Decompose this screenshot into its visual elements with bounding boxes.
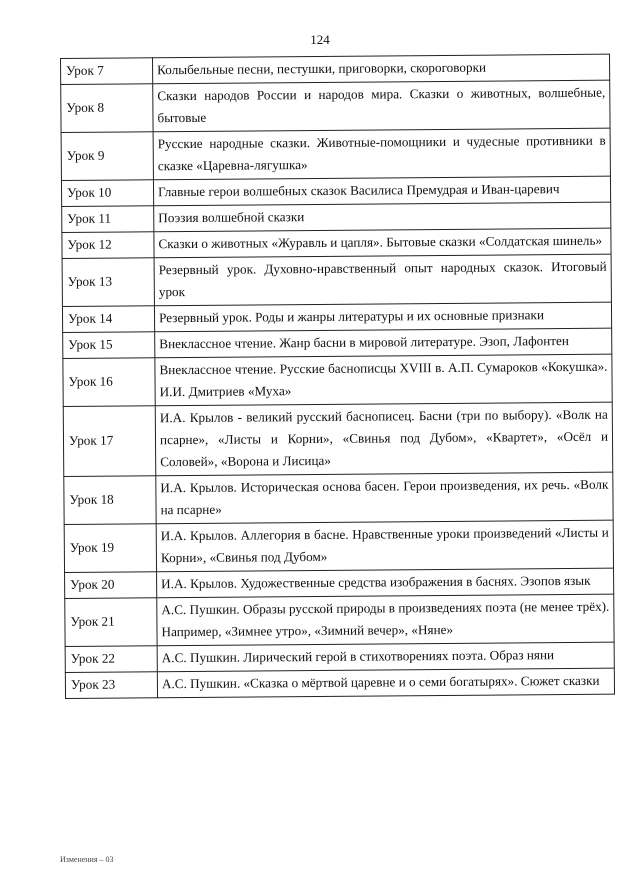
table-row: [64, 520, 613, 572]
lesson-topic: Главные герои волшебных сказок Василиса Премудрая и Иван-царевич: [153, 176, 610, 206]
lesson-plan-body: [61, 54, 615, 698]
lesson-topic: Резервный урок. Роды и жанры литературы и их основные признаки: [154, 302, 611, 332]
lesson-topic: Сказки народов России и народов мира. Сказки о животных, волшебные, бытовые: [153, 80, 610, 132]
lesson-number: Урок 17: [63, 406, 156, 477]
lesson-topic: Резервный урок. Духовно-нравственный опыт народных сказок. Итоговый урок: [154, 254, 611, 306]
lesson-topic: Русские народные сказки. Животные-помощники и чудесные противники в сказке «Царевна-лягушка»: [153, 128, 610, 180]
table-row: [61, 80, 610, 132]
lesson-topic: И.А. Крылов. Историческая основа басен. Герои произведения, их речь. «Волк на псарне»: [156, 472, 613, 524]
lesson-topic: И.А. Крылов. Художественные средства изображения в баснях. Эзопов язык: [157, 568, 614, 598]
table-row: [65, 594, 614, 646]
lesson-number: Урок 10: [61, 180, 153, 207]
table-row: [63, 402, 613, 476]
lesson-number: Урок 23: [65, 672, 157, 699]
lesson-number: Урок 15: [63, 332, 155, 359]
lesson-number: Урок 22: [65, 646, 157, 673]
lesson-number: Урок 20: [65, 572, 157, 599]
lesson-topic: Колыбельные песни, пестушки, приговорки, скороговорки: [153, 54, 610, 84]
lesson-number: Урок 8: [61, 84, 153, 133]
lesson-topic: Сказки о животных «Журавль и цапля». Бытовые сказки «Солдатская шинель»: [154, 228, 611, 258]
table-row: [64, 472, 613, 524]
lesson-number: Урок 19: [64, 524, 156, 573]
table-row: [62, 254, 611, 306]
lesson-number: Урок 16: [63, 358, 155, 407]
lesson-number: Урок 11: [62, 206, 154, 233]
lesson-topic: Поэзия волшебной сказки: [154, 202, 611, 232]
lesson-number: Урок 13: [62, 258, 154, 307]
lesson-number: Урок 14: [62, 306, 154, 333]
table-row: [63, 354, 612, 406]
footer-revision-note: Изменения – 03: [60, 855, 114, 864]
table-row: [61, 128, 610, 180]
page-number: 124: [310, 32, 330, 47]
lesson-topic: Внеклассное чтение. Русские баснописцы XVIII в. А.П. Сумароков «Кокушка». И.И. Дмитриев «Муха»: [155, 354, 612, 406]
lesson-number: Урок 9: [61, 132, 153, 181]
lesson-number: Урок 12: [62, 232, 154, 259]
lesson-number: Урок 21: [65, 598, 157, 647]
lesson-topic: А.С. Пушкин. Образы русской природы в произведениях поэта (не менее трёх). Например, «Зимнее утро», «Зимний вечер», «Няне»: [157, 594, 614, 646]
lesson-topic: А.С. Пушкин. Лирический герой в стихотворениях поэта. Образ няни: [157, 642, 614, 672]
table-row: [65, 668, 614, 698]
lesson-topic: И.А. Крылов - великий русский баснописец. Басни (три по выбору). «Волк на псарне», «Листы и Корни», «Свинья под Дубом», «Квартет», «Осёл и Соловей», «Ворона и Лисица»: [155, 402, 613, 476]
lesson-topic: А.С. Пушкин. «Сказка о мёртвой царевне и о семи богатырях». Сюжет сказки: [157, 668, 614, 698]
lesson-number: Урок 7: [61, 58, 153, 85]
lesson-topic: Внеклассное чтение. Жанр басни в мировой литературе. Эзоп, Лафонтен: [155, 328, 612, 358]
lesson-topic: И.А. Крылов. Аллегория в басне. Нравственные уроки произведений «Листы и Корни», «Свинья под Дубом»: [156, 520, 613, 572]
lesson-plan-table: [60, 54, 615, 699]
lesson-number: Урок 18: [64, 476, 156, 525]
